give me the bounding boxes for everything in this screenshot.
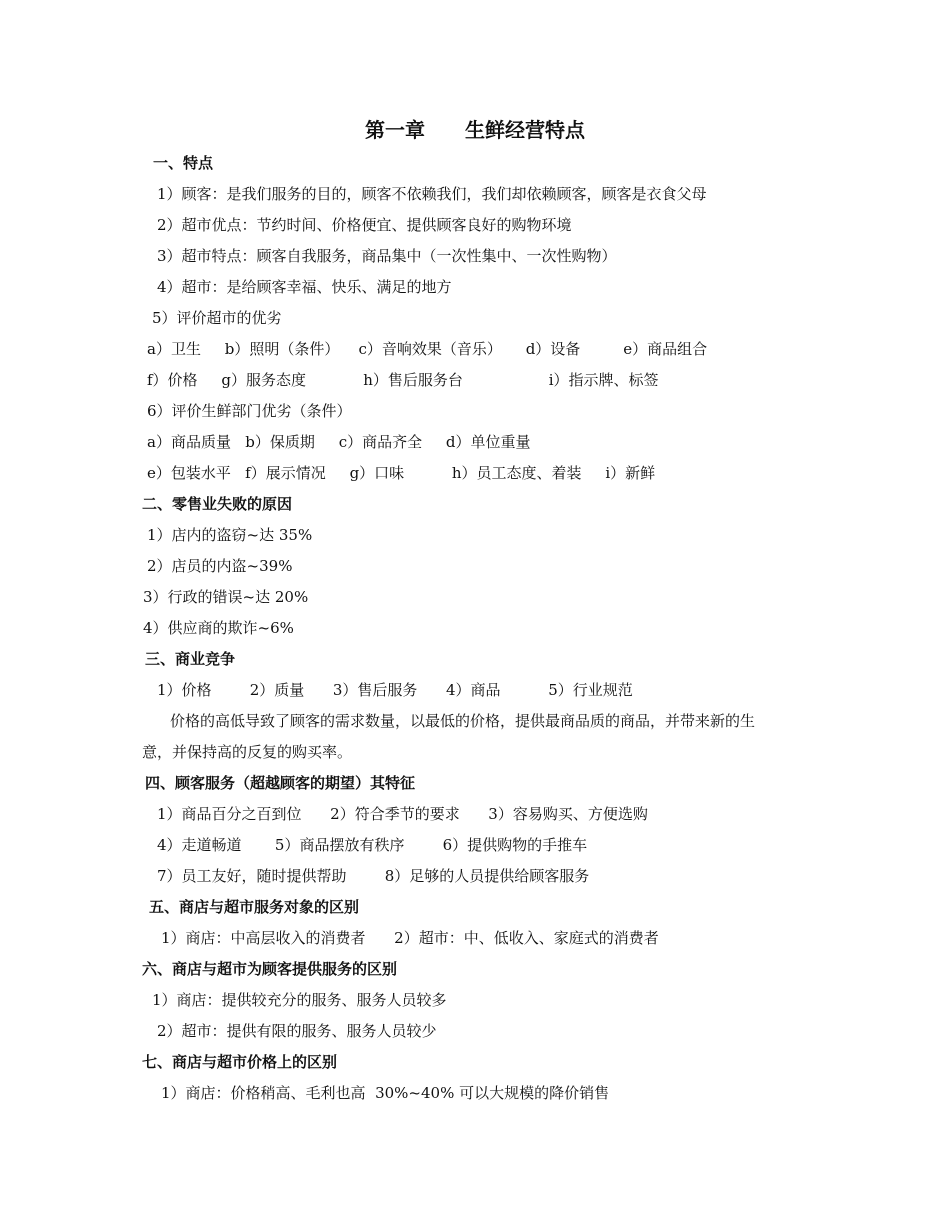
section-heading-7: 七、商店与超市价格上的区别 (142, 1053, 338, 1071)
section-heading-6: 六、商店与超市为顾客提供服务的区别 (142, 960, 398, 978)
list-item: a）商品质量 b）保质期 c）商品齐全 d）单位重量 (147, 433, 531, 451)
list-item: 6）评价生鲜部门优劣（条件） (147, 402, 352, 420)
list-item: 5）评价超市的优劣 (152, 309, 282, 327)
list-item: 1）商品百分之百到位 2）符合季节的要求 3）容易购买、方便选购 (157, 805, 648, 823)
list-item: 3）行政的错误~达 20% (143, 588, 309, 606)
list-item: 1）顾客：是我们服务的目的，顾客不依赖我们，我们却依赖顾客，顾客是衣食父母 (157, 185, 707, 203)
list-item: 4）供应商的欺诈~6% (143, 619, 294, 637)
list-item: 1）商店：中高层收入的消费者 2）超市：中、低收入、家庭式的消费者 (161, 929, 659, 947)
list-item: 1）店内的盗窃~达 35% (147, 526, 313, 544)
list-item: e）包装水平 f）展示情况 g）口味 h）员工态度、着装 i）新鲜 (147, 464, 656, 482)
section-heading-1: 一、特点 (153, 154, 214, 172)
section-heading-4: 四、顾客服务（超越顾客的期望）其特征 (145, 774, 416, 792)
list-item: 7）员工友好，随时提供帮助 8）足够的人员提供给顾客服务 (157, 867, 590, 885)
list-item: 4）走道畅道 5）商品摆放有秩序 6）提供购物的手推车 (157, 836, 588, 854)
section-heading-3: 三、商业竞争 (145, 650, 236, 668)
paragraph: 价格的高低导致了顾客的需求数量，以最低的价格，提供最商品质的商品，并带来新的生 (170, 712, 756, 730)
list-item: 2）超市优点：节约时间、价格便宜、提供顾客良好的购物环境 (157, 216, 572, 234)
section-heading-5: 五、商店与超市服务对象的区别 (149, 898, 360, 916)
list-item: 2）店员的内盗~39% (147, 557, 293, 575)
section-heading-2: 二、零售业失败的原因 (142, 495, 293, 513)
list-item: 1）价格 2）质量 3）售后服务 4）商品 5）行业规范 (157, 681, 633, 699)
chapter-title: 第一章 生鲜经营特点 (365, 118, 585, 142)
list-item: 2）超市：提供有限的服务、服务人员较少 (157, 1022, 437, 1040)
list-item: 1）商店：提供较充分的服务、服务人员较多 (152, 991, 447, 1009)
list-item: a）卫生 b）照明（条件） c）音响效果（音乐） d）设备 e）商品组合 (147, 340, 708, 358)
list-item: f）价格 g）服务态度 h）售后服务台 i）指示牌、标签 (147, 371, 659, 389)
list-item: 1）商店：价格稍高、毛利也高 30%~40% 可以大规模的降价销售 (161, 1084, 610, 1102)
list-item: 3）超市特点：顾客自我服务，商品集中（一次性集中、一次性购物） (157, 247, 617, 265)
paragraph: 意，并保持高的反复的购买率。 (142, 743, 353, 761)
list-item: 4）超市：是给顾客幸福、快乐、满足的地方 (157, 278, 452, 296)
